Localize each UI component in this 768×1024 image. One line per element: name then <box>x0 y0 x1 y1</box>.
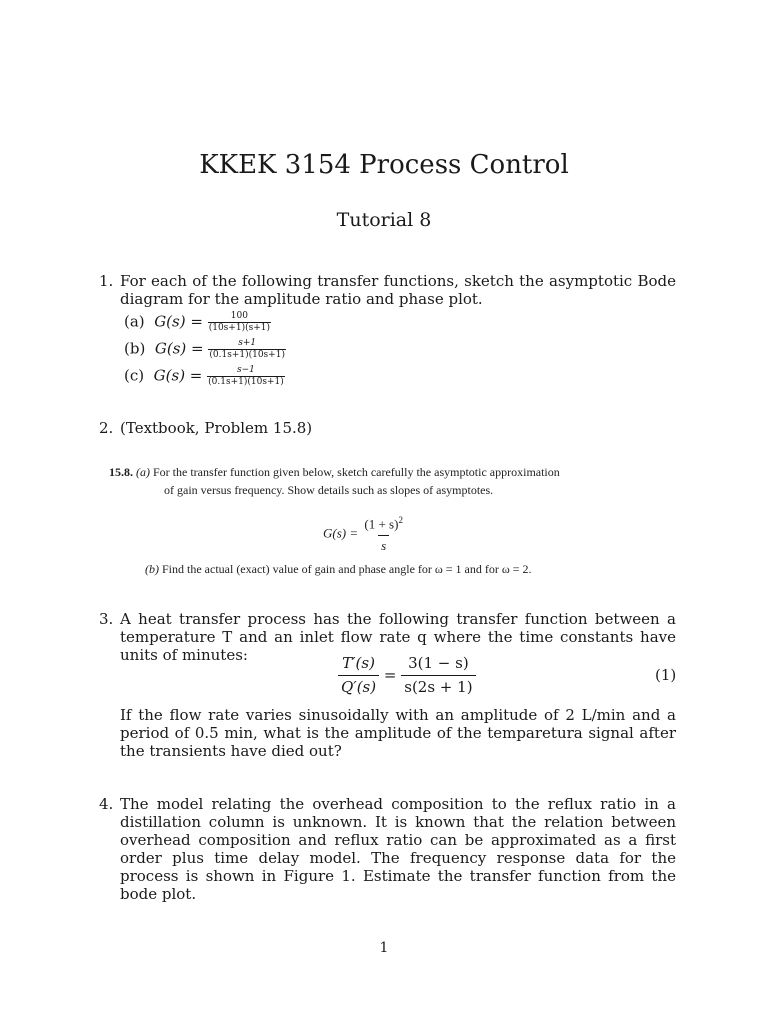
question-3-text-2: If the flow rate varies sinusoidally with an amplitude of 2 L/min and a period of 0.5 min, what is the amplitude of the temparetura signal after the transients have died out? <box>120 706 676 760</box>
page-title: KKEK 3154 Process Control <box>199 150 569 180</box>
rhs-numerator: 3(1 − s) <box>408 654 469 672</box>
equation-number: (1) <box>655 666 677 684</box>
fraction-numerator: s−1 <box>237 365 255 375</box>
question-1-number: 1. <box>99 272 114 290</box>
lhs-denominator: Q′(s) <box>338 675 379 696</box>
question-3-text: A heat transfer process has the following transfer function between a temperature T and an inlet flow rate q where the time constants have units of minutes: <box>120 610 676 664</box>
equation-rhs-fraction <box>401 655 475 697</box>
question-1-item-c <box>124 366 285 387</box>
question-1-item-a <box>124 312 271 333</box>
textbook-excerpt-part-a-line-2: of gain versus frequency. Show details such as slopes of asymptotes. <box>164 483 494 497</box>
page-number: 1 <box>379 940 389 956</box>
question-4-text: The model relating the overhead composition to the reflux ratio in a distillation column is unknown. It is known that the relation between overhead composition and reflux ratio can be approximated as a first order plus time delay model. The frequency response data for the process is shown in Figure 1. Estimate the transfer function from the bode plot. <box>120 795 676 903</box>
fraction-numerator: 100 <box>230 311 248 321</box>
item-fraction <box>208 312 271 333</box>
fraction-denominator: (0.1s+1)(10s+1) <box>208 377 284 387</box>
question-1-text: For each of the following transfer functions, sketch the asymptotic Bode diagram for the amplitude ratio and phase plot. <box>120 272 676 308</box>
equation-denominator: s <box>378 535 389 554</box>
part-a-line-1: For the transfer function given below, sketch carefully the asymptotic approximation <box>153 465 560 479</box>
textbook-excerpt-part-a <box>109 465 560 480</box>
question-3-equation <box>338 655 476 697</box>
textbook-equation <box>323 515 406 554</box>
fraction-denominator: (0.1s+1)(10s+1) <box>209 350 285 360</box>
lhs-numerator: T′(s) <box>342 654 375 672</box>
item-lhs: G(s) = <box>154 312 203 331</box>
fraction-denominator: (10s+1)(s+1) <box>208 323 270 333</box>
problem-number: 15.8. <box>109 465 133 479</box>
question-3-number: 3. <box>99 610 114 628</box>
item-fraction <box>208 339 286 360</box>
item-label: (a) <box>124 312 145 331</box>
numerator-exponent: 2 <box>398 515 403 525</box>
numerator-base: (1 + s) <box>364 516 399 532</box>
equation-lhs-fraction <box>338 655 379 697</box>
question-2-number: 2. <box>99 419 114 437</box>
item-lhs: G(s) = <box>153 366 203 385</box>
equals-sign: = <box>383 665 397 684</box>
item-fraction <box>207 366 285 387</box>
equation-fraction <box>361 515 406 554</box>
part-b-label: (b) <box>145 562 159 576</box>
textbook-excerpt-part-b <box>145 562 532 577</box>
question-2-text: (Textbook, Problem 15.8) <box>120 419 313 437</box>
part-b-text: Find the actual (exact) value of gain and phase angle for ω = 1 and for ω = 2. <box>162 562 532 576</box>
item-label: (b) <box>124 339 146 358</box>
rhs-denominator: s(2s + 1) <box>401 675 475 696</box>
item-lhs: G(s) = <box>154 339 204 358</box>
equation-numerator <box>361 515 406 535</box>
equation-lhs: G(s) = <box>323 525 359 541</box>
page-subtitle: Tutorial 8 <box>336 209 432 231</box>
question-1-item-b <box>124 339 286 360</box>
fraction-numerator: s+1 <box>238 338 257 348</box>
question-4-number: 4. <box>99 795 114 813</box>
part-a-label: (a) <box>136 465 150 479</box>
item-label: (c) <box>124 366 145 385</box>
